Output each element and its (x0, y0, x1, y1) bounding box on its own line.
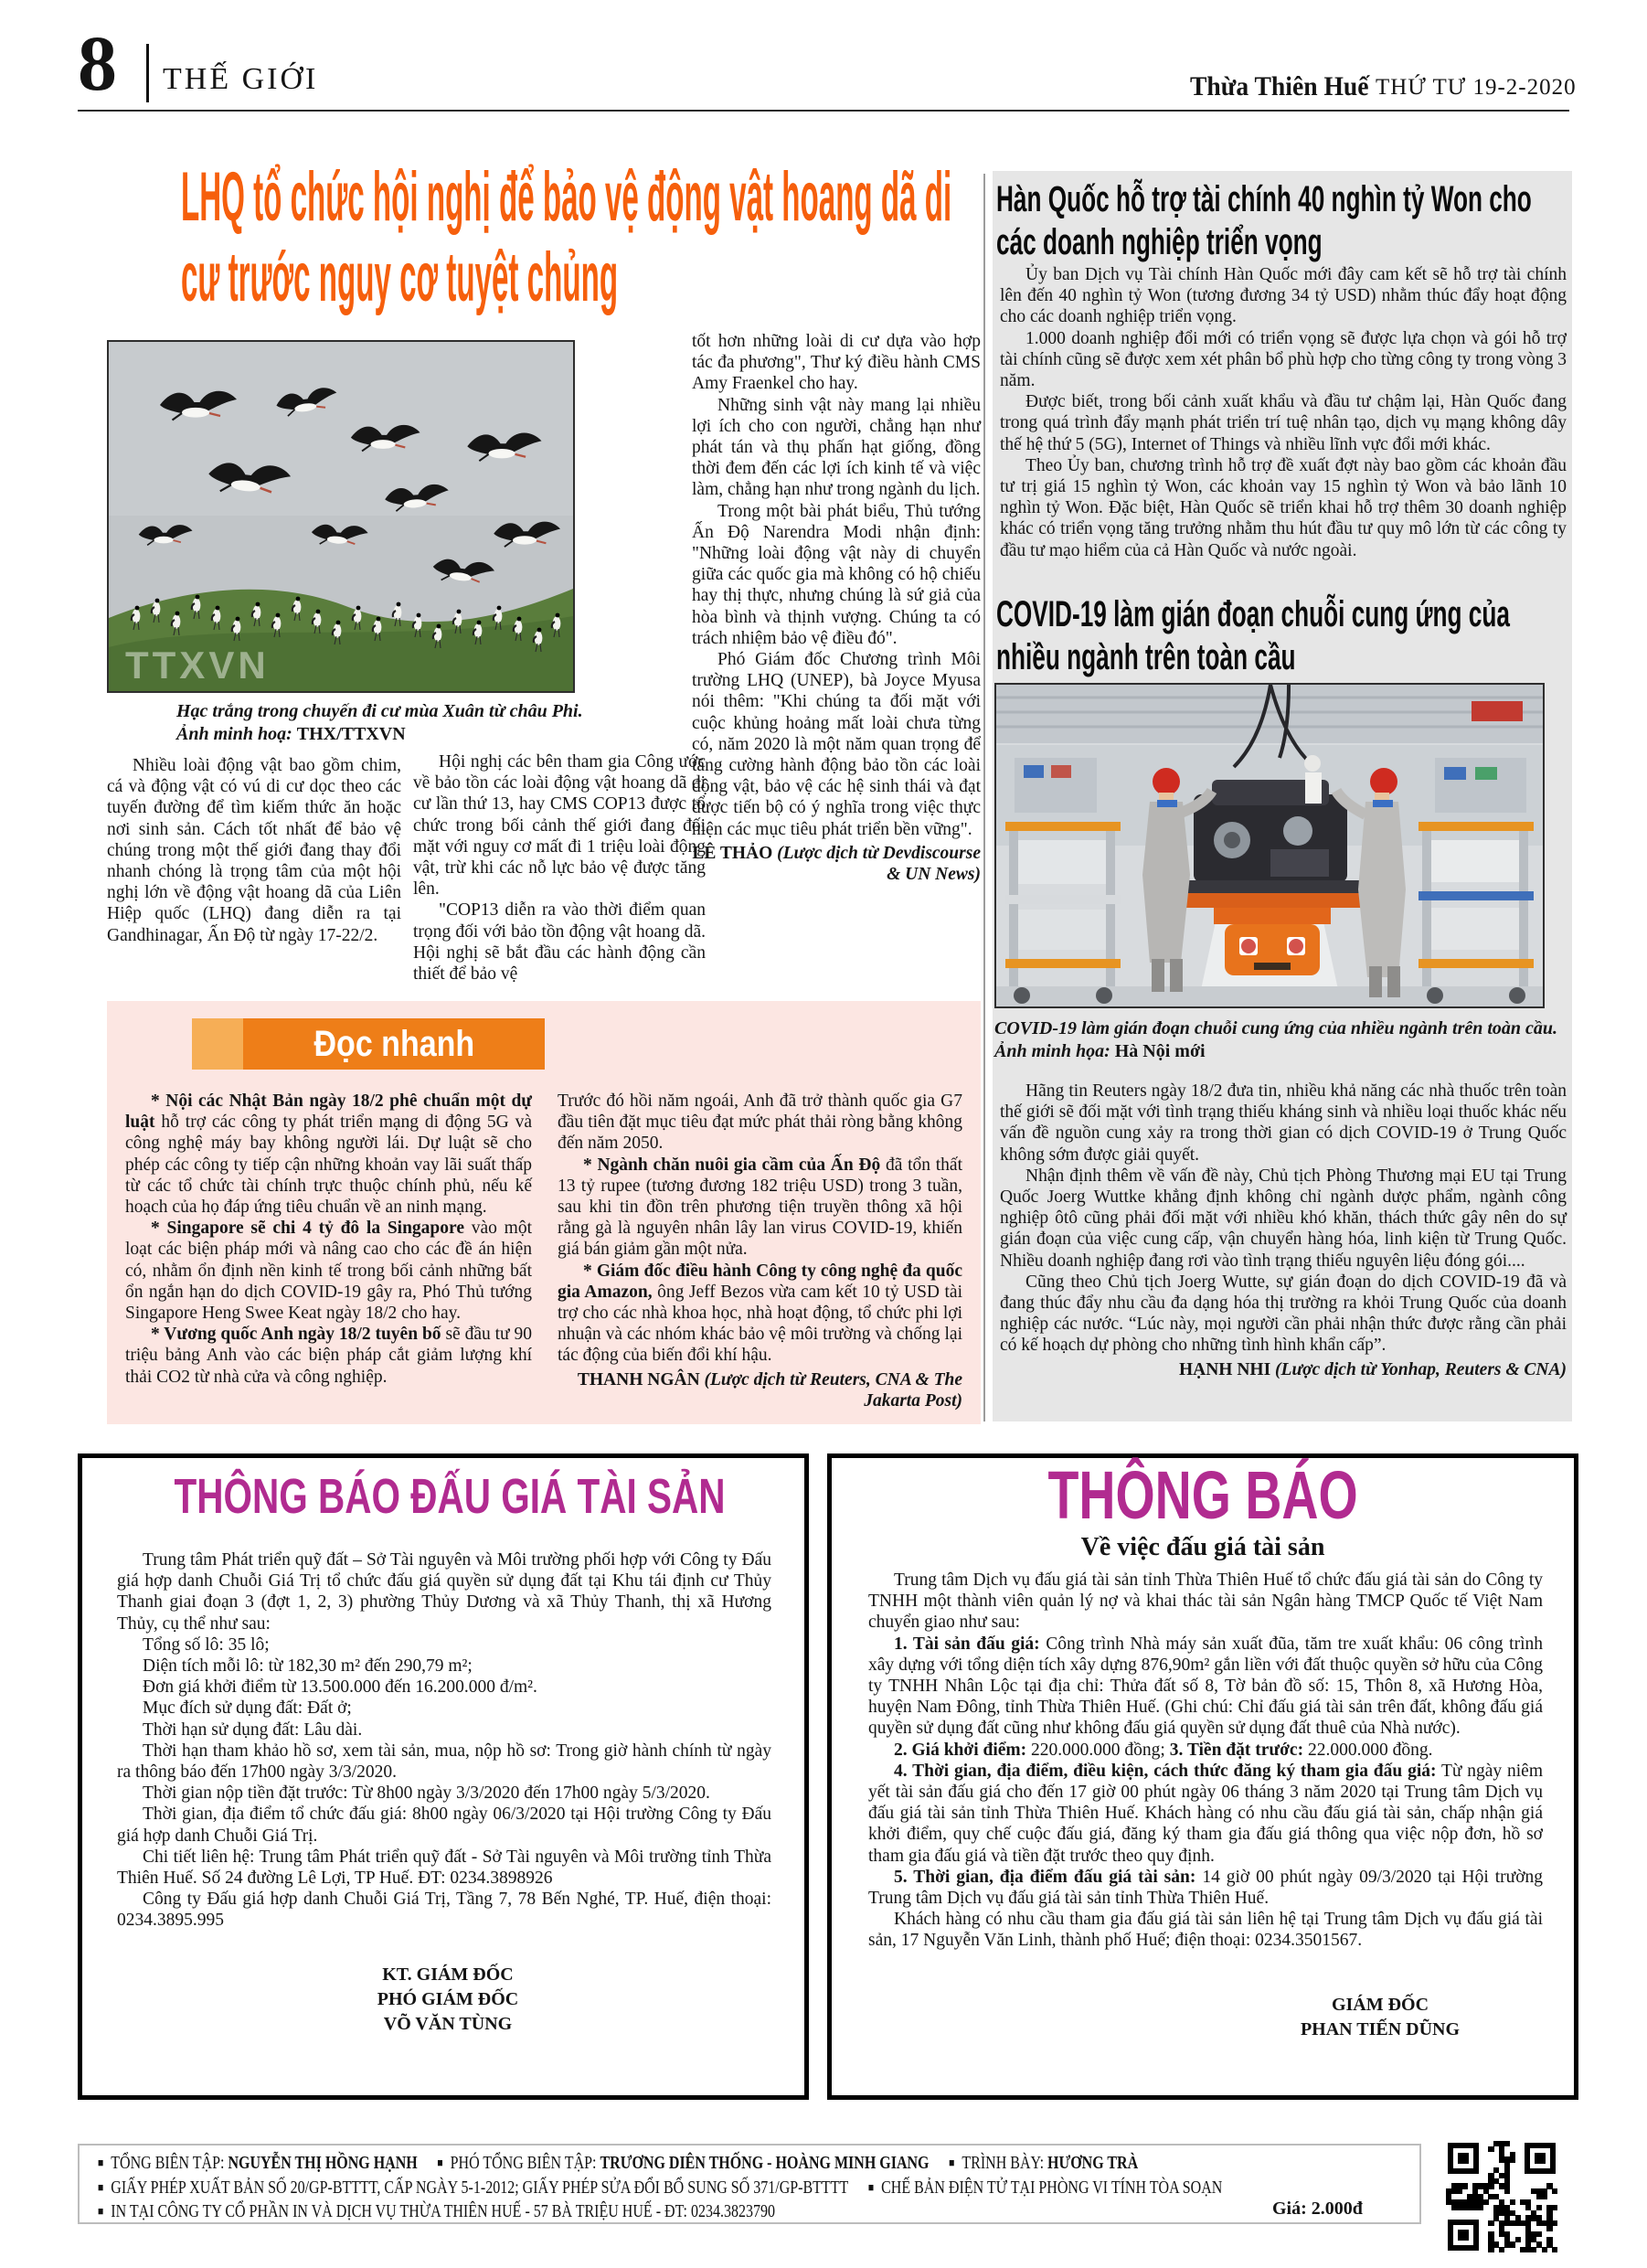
paragraph: Phó Giám đốc Chương trình Môi trường LHQ (UNEP), bà Joyce Myusa nói thêm: "Khi chúng ta đối mặt với cuộc khủng hoảng mất loài chưa từng có, năm 2020 là một năm quan trọng để tăng cường hành động bảo tồn các loài động vật, bảo vệ các hệ sinh thái và đạt được tiến bộ có ý nghĩa trong việc thực hiện các mục tiêu phát triển bền vững". (692, 650, 981, 839)
covid-article-body (1000, 1081, 1567, 1380)
paragraph: Tổng số lô: 35 lô; (143, 1634, 270, 1655)
auction-notice-right-body (868, 1570, 1543, 1952)
byline-author: HẠNH NHI (1178, 1359, 1271, 1379)
paragraph: Thời gian, địa điểm tổ chức đấu giá: 8h00 ngày 06/3/2020 tại Hội trường Công ty Đấu giá hợp danh Chuỗi Giá Trị. (117, 1805, 771, 1846)
imprint-label: TỔNG BIÊN TẬP: (111, 2153, 228, 2173)
paragraph: "COP13 diễn ra vào thời điểm quan trọng đối với bảo tồn động vật hoang dã. Hội nghị sẽ bắt đầu các hành động cần thiết để bảo vệ (413, 900, 706, 985)
square-bullet-icon: ■ (867, 2180, 875, 2194)
brief-lead: * Singapore sẽ chi 4 tỷ đô la Singapore (151, 1219, 464, 1239)
paragraph: Trong một bài phát biểu, Thủ tướng Ấn Độ Narendra Modi nhận định: "Những loài động vật này di chuyển giữa các quốc gia mà không có hộ chiếu hay thị thực, nhưng chúng là sứ giả của hòa bình và thịnh vượng. Chúng ta có trách nhiệm bảo vệ điều đó". (692, 501, 981, 648)
item-body: Công trình Nhà máy sản xuất đũa, tăm tre xuất khẩu: 06 công trình xây dựng với tổng diện tích xây dựng 876,90m² gắn liền với đất thuộc quyền sở hữu của Công ty TNHH Nhân Lộc tại địa chỉ: Thửa đất số 8, Tờ bản đồ số: 15, Thôn 8, xã Hương Hòa, huyện Nam Đông, tỉnh Thừa Thiên Huế. (Ghi chú: Chỉ đấu giá tài sản trên đất, không đấu giá quyền sử dụng đất cũng như không đấu giá quyền sử dụng đất thuê của Nhà nước). (868, 1634, 1543, 1739)
byline-source: (Lược dịch từ Devdiscourse & UN News) (777, 843, 981, 885)
brief-body: ông Jeff Bezos vừa cam kết 10 tỷ USD tài trợ cho các nhà khoa học, nhà hoạt động, tổ chức phi lợi nhuận và các nhóm khác bảo vệ môi trường và chống lại tác động của biến đổi khí hậu. (558, 1282, 963, 1366)
paragraph: 1.000 doanh nghiệp đổi mới có triển vọng sẽ được lựa chọn và gói hỗ trợ tài chính cũng sẽ được xem xét phân bổ phù hợp cho từng công ty trong vòng 3 năm. (1000, 328, 1567, 391)
paragraph (868, 1867, 1543, 1909)
auction-notice-right-title: THÔNG BÁO (1047, 1457, 1358, 1533)
auction-notice-right-signature (1216, 1993, 1545, 2042)
paragraph (868, 1761, 1543, 1867)
quick-read-header (192, 1018, 545, 1070)
square-bullet-icon: ■ (437, 2156, 443, 2169)
auction-notice-left-title: THÔNG BÁO ĐẤU GIÁ TÀI SẢN (174, 1469, 726, 1524)
imprint-segment (98, 2177, 848, 2198)
imprint-segment (949, 2153, 1138, 2173)
imprint-segment (98, 2153, 418, 2173)
brief-body: sẽ đầu tư 90 triệu bảng Anh vào các biện pháp cắt giảm lượng khí thải CO2 từ nhà cửa và công nghiệp. (125, 1325, 532, 1387)
item-lead: 1. Tài sản đấu giá: (894, 1634, 1040, 1654)
imprint-name: TRƯƠNG DIÊN THỐNG - HOÀNG MINH GIANG (600, 2153, 930, 2173)
paragraph (868, 1740, 1543, 1761)
quick-read-byline (558, 1369, 962, 1411)
korea-article-body (1000, 264, 1567, 561)
brief-lead: * Nội các Nhật Bản ngày 18/2 phê chuẩn một dự luật (125, 1091, 532, 1133)
signature-line: GIÁM ĐỐC (1331, 1995, 1429, 2015)
caption-credit: THX/TTXVN (296, 724, 406, 744)
quick-read-column-1 (125, 1091, 532, 1388)
item-body: 14 giờ 00 phút ngày 09/3/2020 tại Hội trường Trung tâm Dịch vụ đấu giá tài sản tỉnh Thừa Thiên Huế. (868, 1867, 1543, 1909)
header-divider (146, 44, 149, 102)
auction-notice-left (78, 1453, 809, 2100)
bird-photo-caption (176, 700, 615, 746)
news-brief (558, 1155, 962, 1261)
quick-read-column-2 (558, 1091, 962, 1411)
paragraph: Trung tâm Dịch vụ đấu giá tài sản tỉnh Thừa Thiên Huế tổ chức đấu giá tài sản do Công ty TNHH một thành viên quản lý nợ và khai thác tài sản Ngân hàng TMCP Quốc tế Việt Nam chuyển giao như sau: (868, 1571, 1543, 1633)
paragraph: Công ty Đấu giá hợp danh Chuỗi Giá Trị, Tầng 7, 78 Bến Nghé, TP. Huế, điện thoại: 0234.3895.995 (117, 1890, 771, 1931)
signature-line: PHÓ GIÁM ĐỐC (377, 1989, 519, 2009)
item-body: 220.000.000 đồng; (1026, 1740, 1170, 1760)
qr-finder-icon (1525, 2143, 1556, 2174)
brief-body: đã tổn thất 13 tỷ rupee (tương đương 182 triệu USD) trong 3 tuần, sau khi tin đồn trên phương tiện truyền thông xã hội rằng gà là nguyên nhân lây lan virus COVID-19, khiến giá bán giảm gần một nửa. (558, 1155, 962, 1260)
caption-label: Ảnh minh hoạ: (176, 724, 292, 744)
signature-line: PHAN TIẾN DŨNG (1300, 2019, 1461, 2039)
background-worker (1304, 755, 1322, 804)
news-brief (125, 1091, 532, 1218)
paragraph: tốt hơn những loài di cư dựa vào hợp tác đa phương", Thư ký điều hành CMS Amy Fraenkel cho hay. (692, 332, 981, 394)
main-article-byline (692, 843, 981, 885)
paragraph: Những sinh vật này mang lại nhiều lợi ích cho con người, chẳng hạn như phát tán và thụ phấn hạt giống, đồng thời đem đến các lợi ích kinh tế và việc làm, chẳng hạn như trong ngành du lịch. (692, 395, 981, 500)
imprint-segment (868, 2177, 1222, 2198)
issue-date: THỨ TƯ 19-2-2020 (1376, 75, 1577, 100)
imprint-name: HƯƠNG TRÀ (1047, 2153, 1139, 2173)
main-article-headline-wrap (181, 157, 985, 340)
paragraph: Thời gian nộp tiền đặt trước: Từ 8h00 ngày 3/3/2020 đến 17h00 ngày 5/3/2020. (143, 1784, 710, 1804)
korea-headline-wrap (996, 178, 1568, 264)
paragraph: Đơn giá khởi điểm từ 13.500.000 đến 16.200.000 đ/m². (143, 1677, 537, 1698)
news-brief (558, 1261, 962, 1367)
masthead: Thừa Thiên Huế (1190, 71, 1369, 101)
item-body: 22.000.000 đồng. (1303, 1740, 1433, 1760)
news-brief-continuation: Trước đó hồi năm ngoái, Anh đã trở thành quốc gia G7 đầu tiên đặt mục tiêu đạt mức phát thải ròng bằng không đến năm 2050. (558, 1091, 962, 1154)
signature-line: KT. GIÁM ĐỐC (382, 1965, 514, 1985)
brief-lead: * Giám đốc điều hành Công ty công nghệ đa quốc gia Amazon, (558, 1261, 962, 1302)
brief-lead: * Ngành chăn nuôi gia cầm của Ấn Độ (583, 1155, 881, 1175)
paragraph: Cũng theo Chủ tịch Joerg Wutte, sự gián đoạn do dịch COVID-19 đã và đang thúc đẩy nhu cầu đa dạng hóa thị trường ra khỏi Trung Quốc của doanh nghiệp các nước. “Lúc này, mọi người cần phải nhận thức được rằng cần phải có kế hoạch dự phòng cho những tình hình khẩn cấp”. (1000, 1272, 1567, 1356)
caption-text: COVID-19 làm gián đoạn chuỗi cung ứng của nhiều ngành trên toàn cầu. (994, 1018, 1558, 1038)
paragraph: Ủy ban Dịch vụ Tài chính Hàn Quốc mới đây cam kết sẽ hỗ trợ tài chính lên đến 40 nghìn tỷ Won (tương đương 34 tỷ USD) nhằm thúc đẩy hoạt động cho các doanh nghiệp triển vọng. (1000, 265, 1567, 327)
bird-photo (107, 340, 575, 693)
byline-source: (Lược dịch từ Reuters, CNA & The Jakarta Post) (704, 1369, 962, 1411)
square-bullet-icon: ■ (98, 2156, 104, 2169)
imprint-footer (78, 2144, 1421, 2224)
paragraph: Nhiều loài động vật bao gồm chim, cá và động vật có vú di cư dọc theo các tuyến đường để tìm kiếm thức ăn hoặc nơi sinh sản. Cách tốt nhất để bảo vệ chúng trong một thế giới đang thay đổi nhanh chóng là trọng tâm của một hội nghị lớn về động vật hoang dã của Liên Hiệp quốc (LHQ) đang diễn ra tại Gandhinagar, Ấn Độ từ ngày 17-22/2. (107, 756, 401, 945)
header-rule (78, 110, 1569, 112)
imprint-label: PHÓ TỔNG BIÊN TẬP: (450, 2153, 600, 2173)
item-lead: 3. Tiền đặt trước: (1169, 1740, 1304, 1760)
covid-article-byline (1000, 1359, 1567, 1380)
paragraph: Mục đích sử dụng đất: Đất ở; (143, 1698, 352, 1719)
item-lead: 4. Thời gian, địa điểm, điều kiện, cách thức đăng ký tham gia đấu giá: (894, 1761, 1437, 1781)
article-column-3 (692, 331, 981, 885)
imprint-line-2 (98, 2177, 1238, 2199)
caption-line2 (176, 723, 615, 746)
paragraph: Theo Ủy ban, chương trình hỗ trợ đề xuất đợt này bao gồm các khoản đầu tư trị giá 15 nghìn tỷ Won, các khoản vay 15 nghìn tỷ Won và bảo lãnh 10 nghìn tỷ Won. Đặc biệt, Hàn Quốc sẽ triển khai hỗ trợ thêm 30 doanh nghiệp khác có triển vọng tăng trưởng nhằm thu hút đầu tư quy mô lớn từ các công ty đầu tư mạo hiểm của cả Hàn Quốc và nước ngoài. (1000, 455, 1567, 560)
paragraph: Trung tâm Phát triển quỹ đất – Sở Tài nguyên và Môi trường phối hợp với Công ty Đấu giá hợp danh Chuỗi Giá Trị tổ chức đấu giá quyền sử dụng đất tại Khu tái định cư Thủy Thanh giai đoạn 3 (đợt 1, 2, 3) phường Thủy Dương và xã Thủy Thanh, thị xã Hương Thủy, cụ thể như sau: (117, 1550, 771, 1634)
page-number: 8 (78, 19, 117, 107)
paragraph: Khách hàng có nhu cầu tham gia đấu giá tài sản liên hệ tại Trung tâm Dịch vụ đấu giá tài sản, 17 Nguyễn Văn Linh, thành phố Huế; điện thoại: 0234.3501567. (868, 1910, 1543, 1951)
agv-robot (1214, 908, 1331, 975)
byline-author: THANH NGÂN (577, 1369, 700, 1390)
article-column-2 (413, 751, 706, 985)
paragraph: Thời hạn sử dụng đất: Lâu dài. (143, 1720, 363, 1740)
news-brief (125, 1324, 532, 1388)
caption-line1: Hạc trắng trong chuyến đi cư mùa Xuân từ châu Phi. (176, 701, 583, 721)
square-bullet-icon: ■ (949, 2156, 955, 2169)
paragraph: Hội nghị các bên tham gia Công ước về bảo tồn các loài động vật hoang dã di cư lần thứ 13, hay CMS COP13 được tổ chức trong bối cảnh thế giới đang đối mặt với nguy cơ mất đi 1 triệu loài động vật, trừ khi các nỗ lực bảo vệ được tăng lên. (413, 752, 706, 900)
quick-read-header-accent (192, 1018, 243, 1070)
covid-article-headline: COVID-19 làm gián đoạn chuỗi cung ứng của nhiều ngành trên toàn cầu (996, 594, 1510, 677)
imprint-text: CHẾ BẢN ĐIỆN TỬ TẠI PHÒNG VI TÍNH TÒA SOẠN (881, 2177, 1223, 2198)
paragraph: Chi tiết liên hệ: Trung tâm Phát triển quỹ đất - Sở Tài nguyên và Môi trường tỉnh Thừa Thiên Huế. Số 24 đường Lê Lợi, TP Huế. ĐT: 0234.3898926 (117, 1847, 771, 1889)
imprint-segment (98, 2201, 775, 2221)
qr-finder-icon (1448, 2220, 1479, 2251)
quick-read-title: Đọc nhanh (313, 1023, 474, 1064)
paragraph (868, 1634, 1543, 1740)
square-bullet-icon: ■ (98, 2204, 104, 2218)
imprint-line-1 (98, 2153, 1154, 2174)
qr-code (1446, 2141, 1557, 2252)
imprint-segment (437, 2153, 929, 2173)
factory-photo (994, 683, 1545, 1008)
imprint-name: NGUYỄN THỊ HỒNG HẠNH (228, 2153, 418, 2173)
price-label: Giá: 2.000đ (1272, 2199, 1363, 2219)
imprint-text: IN TẠI CÔNG TY CỔ PHẦN IN VÀ DỊCH VỤ THỪA THIÊN HUẾ - 57 BÀ TRIỆU HUẾ - ĐT: 0234.3823790 (111, 2201, 776, 2221)
imprint-text: GIẤY PHÉP XUẤT BẢN SỐ 20/GP-BTTTT, CẤP NGÀY 5-1-2012; GIẤY PHÉP SỬA ĐỔI BỔ SUNG SỐ 371/GP-BTTTT (111, 2177, 849, 2198)
item-lead: 5. Thời gian, địa điểm đấu giá tài sản: (894, 1867, 1196, 1887)
paragraph: Diện tích mỗi lô: từ 182,30 m² đến 290,79 m²; (143, 1656, 473, 1677)
caption-credit: Hà Nội mới (1114, 1041, 1206, 1061)
qr-finder-icon (1448, 2143, 1479, 2174)
item-body: Từ ngày niêm yết tài sản đấu giá cho đến 17 giờ 00 phút ngày 06 tháng 3 năm 2020 tại Trung tâm Dịch vụ đấu giá tài sản tỉnh Thừa Thiên Huế. Khách hàng có nhu cầu đấu giá tài sản, chấp nhận giá khởi điểm, quy chế cuộc đấu giá, đăng ký tham gia đấu giá thông qua việc nộp đơn, hồ sơ tham gia đấu giá và tiền đặt trước theo quy định. (868, 1761, 1543, 1866)
paragraph: Hãng tin Reuters ngày 18/2 đưa tin, nhiều khả năng các nhà thuốc trên toàn thế giới sẽ đối mặt với tình trạng thiếu kháng sinh và nhiều loại thuốc khác nếu vấn đề nguồn cung xảy ra trong thời gian có dịch COVID-19 ở Trung Quốc không sớm được giải quyết. (1000, 1081, 1567, 1165)
auction-notice-left-body (117, 1549, 771, 1932)
item-lead: 2. Giá khởi điểm: (894, 1740, 1027, 1760)
byline-source: (Lược dịch từ Yonhap, Reuters & CNA) (1275, 1359, 1567, 1379)
paragraph: Thời hạn tham khảo hồ sơ, xem tài sản, mua, nộp hồ sơ: Trong giờ hành chính từ ngày ra thông báo đến 17h00 ngày 3/3/2020. (117, 1741, 771, 1783)
section-title: THẾ GIỚI (163, 62, 319, 96)
paragraph: Nhận định thêm về vấn đề này, Chủ tịch Phòng Thương mại EU tại Trung Quốc Joerg Wuttke khẳng định không chỉ ngành dược phẩm, ngành công nghiệp ôtô cũng phải đối mặt với nhiều khó khăn, thách thức gây nên do sự gián đoạn của việc cung cấp, vận chuyển hàng hóa, linh kiện từ Trung Quốc. Nhiều doanh nghiệp đang rơi vào tình trạng thiếu nguyên liệu đóng gói.... (1000, 1166, 1567, 1271)
auction-notice-right (827, 1453, 1578, 2100)
brief-lead: * Vương quốc Anh ngày 18/2 tuyên bố (151, 1325, 441, 1345)
news-brief (125, 1218, 532, 1324)
column-divider (983, 174, 985, 1421)
auction-notice-left-signature (219, 1963, 676, 2037)
factory-photo-caption (994, 1017, 1567, 1063)
square-bullet-icon: ■ (98, 2180, 104, 2194)
caption-label: Ảnh minh họa: (994, 1041, 1110, 1061)
korea-article-headline: Hàn Quốc hỗ trợ tài chính 40 nghìn tỷ Won cho các doanh nghiệp triển vọng (996, 179, 1532, 262)
photo-watermark: TTXVN (125, 644, 270, 687)
paragraph: Được biết, trong bối cảnh xuất khẩu và đầu tư chậm lại, Hàn Quốc đang trong quá trình đẩy mạnh phát triển trí tuệ nhân tạo, dịch vụ mạng không dây thế hệ thứ 5 (5G), Internet of Things và nhiều lĩnh vực đổi mới khác. (1000, 392, 1567, 454)
bird-photo-illustration (109, 342, 573, 691)
imprint-line-3 (98, 2201, 792, 2222)
signature-line: VÕ VĂN TÙNG (383, 2014, 513, 2034)
right-news-panel (993, 171, 1572, 1421)
auction-notice-right-subtitle: Về việc đấu giá tài sản (1080, 1533, 1325, 1561)
factory-photo-illustration (996, 685, 1543, 1006)
article-column-1 (107, 755, 401, 946)
covid-headline-wrap (996, 593, 1568, 679)
imprint-label: TRÌNH BÀY: (962, 2153, 1048, 2173)
brief-body: vào một loạt các biện pháp mới và nâng cao cho các đề án hiện có, nhằm ổn định nền kinh tế trong bối cảnh những bất ổn ngắn hạn do dịch COVID-19 gây ra, Phó Thủ tướng Singapore Heng Swee Keat ngày 18/2 cho hay. (125, 1219, 532, 1324)
byline-author: LÊ THẢO (692, 843, 773, 863)
brief-body: hỗ trợ các công ty phát triển mạng di động 5G và công nghệ máy bay không người lái. Dự luật sẽ cho phép các công ty tiếp cận những khoản vay lãi suất thấp từ các tổ chức tài chính trực thuộc chính phủ, nếu kế hoạch của họ đáp ứng tiêu chuẩn về an ninh mạng. (125, 1113, 532, 1218)
main-article-headline: LHQ tổ chức hội nghị để bảo vệ động vật hoang dã di cư trước nguy cơ tuyệt chủng (181, 158, 952, 316)
